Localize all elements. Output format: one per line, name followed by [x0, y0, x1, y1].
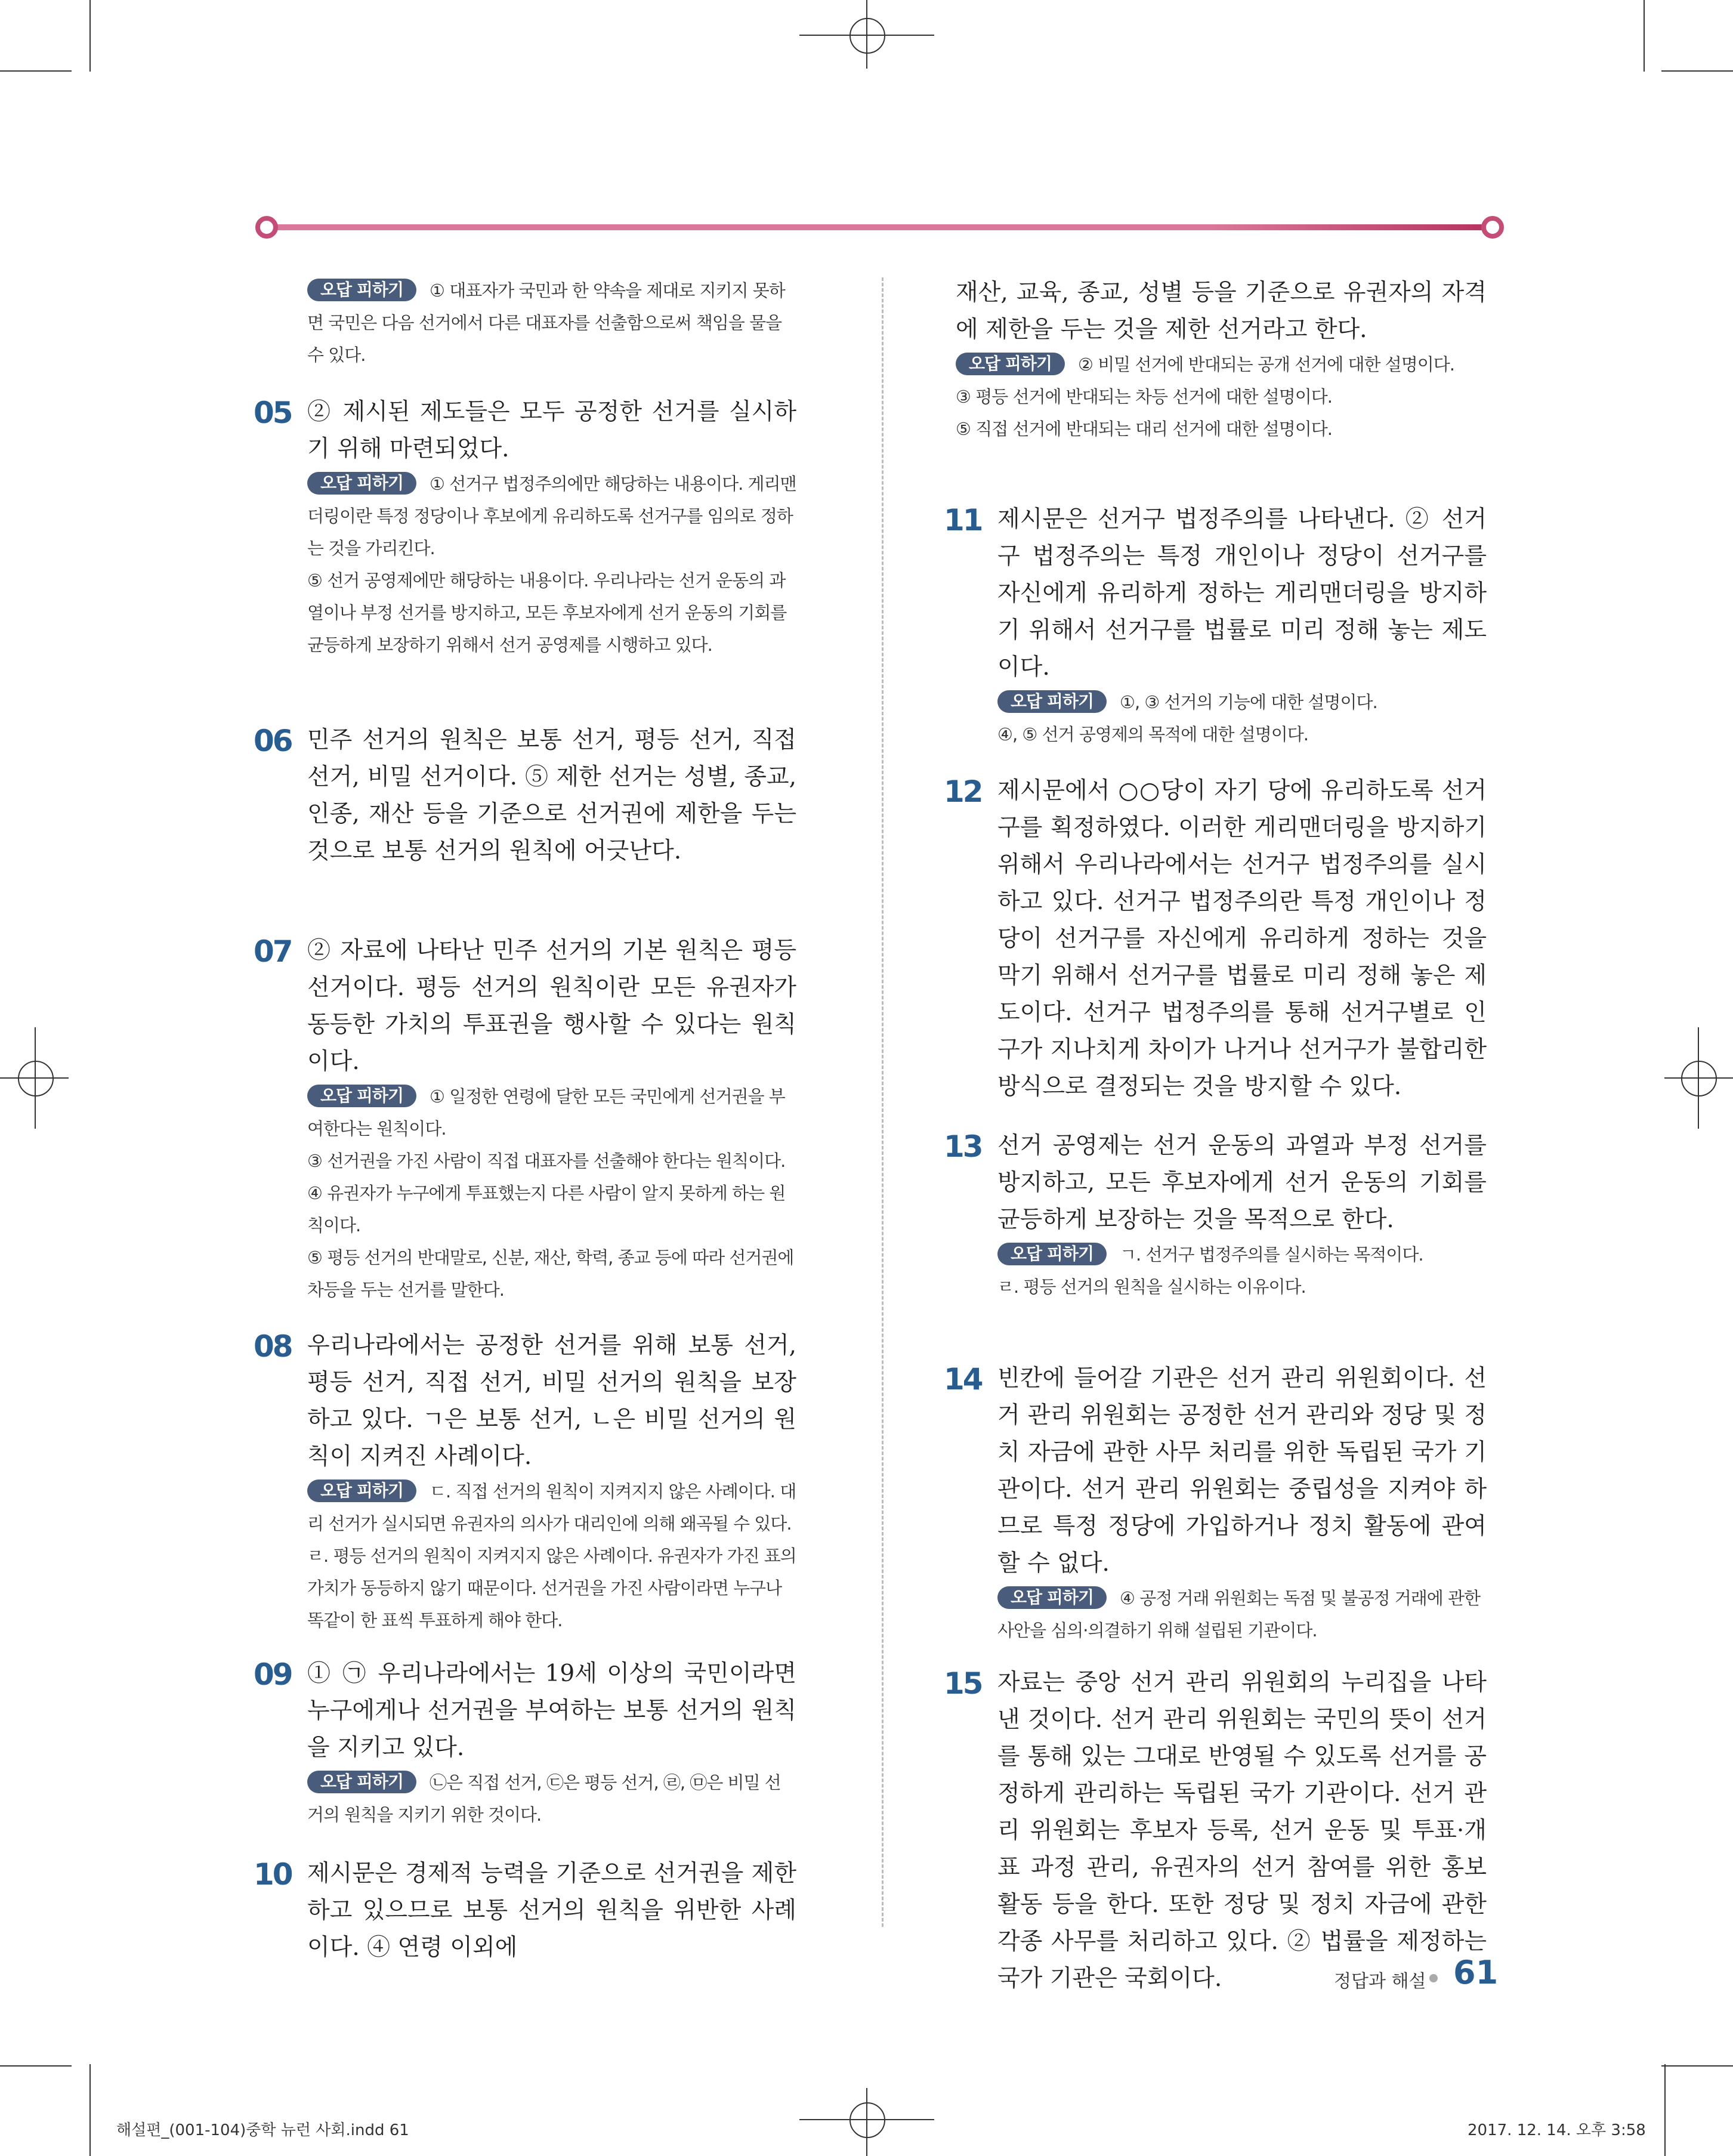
crop-mark — [1661, 70, 1733, 72]
answer-text: 제시문에서 ○○당이 자기 당에 유리하도록 선거구를 획정하였다. 이러한 게리맨더링을 방지하기 위해서 우리나라에서는 선거구 법정주의를 실시하고 있다. 선거구 법정주의란 특정 개인이나 정당이 선거구를 자신에게 유리하게 정하는 것을 막기 위해서 선거구를 법률로 미리 정해 놓은 제도이다. 선거구 법정주의를 통해 선거구별로 인구가 지나치게 차이가 나거나 선거구가 불합리한 방식으로 결정되는 것을 방지할 수 있다. — [997, 777, 1487, 1100]
wrong-answer-tag: 오답 피하기 — [997, 1586, 1107, 1609]
question-10 — [254, 1855, 796, 1966]
question-number: 11 — [944, 503, 982, 538]
explanation-note: ⑤ 평등 선거의 반대말로, 신분, 재산, 학력, 종교 등에 따라 선거권에 차등을 두는 선거를 말한다. — [307, 1247, 794, 1300]
question-number: 10 — [254, 1857, 292, 1892]
crop-mark — [0, 2065, 72, 2067]
question-number: 06 — [254, 724, 292, 758]
intro-note: 오답 피하기 ① 대표자가 국민과 한 약속을 제대로 지키지 못하면 국민은 다음 선거에서 다른 대표자를 선출함으로써 책임을 물을 수 있다. — [307, 280, 785, 365]
crop-mark — [1664, 2064, 1666, 2156]
question-05: 05 ② 제시된 제도들은 모두 공정한 선거를 실시하기 위해 마련되었다. 오답 피하기 ① 선거구 법정주의에만 해당하는 내용이다. 게리맨더링이란 특정 정당이나 후보에게 유리하도록 선거구를 임의로 정하는 것을 가리킨다. ⑤ 선거 공영제에만 해당하는 내용이다. 우리나라는 선거 운동의 과열이나 부정 선거를 방지하고, 모든 후보자에게 선거 운동의 기회를 균등하게 보장하기 위해서 선거 공영제를 시행하고 있다. — [260, 394, 796, 661]
answer-text: 제시문은 경제적 능력을 기준으로 선거권을 제한하고 있으므로 보통 선거의 원칙을 위반한 사례이다. ④ 연령 이외에 — [307, 1860, 796, 1961]
question-10-continued: 재산, 교육, 종교, 성별 등을 기준으로 유권자의 자격에 제한을 두는 것을 제한 선거라고 한다. 오답 피하기 ② 비밀 선거에 반대되는 공개 선거에 대한 설명이다. ③ 평등 선거에 반대되는 차등 선거에 대한 설명이다. ⑤ 직접 선거에 반대되는 대리 선거에 대한 설명이다. — [950, 274, 1487, 445]
explanation-note: ⑤ 선거 공영제에만 해당하는 내용이다. 우리나라는 선거 운동의 과열이나 부정 선거를 방지하고, 모든 후보자에게 선거 운동의 기회를 균등하게 보장하기 위해서 선거 공영제를 시행하고 있다. — [307, 570, 787, 655]
question-14: 14 빈칸에 들어갈 기관은 선거 관리 위원회이다. 선거 관리 위원회는 공정한 선거 관리와 정당 및 정치 자금에 관한 사무 처리를 위한 독립된 국가 기관이다. 선거 관리 위원회는 중립성을 지켜야 하므로 특정 정당에 가입하거나 정치 활동에 관여할 수 없다. 오답 피하기 ④ 공정 거래 위원회는 독점 및 불공정 거래에 관한 사안을 심의·의결하기 위해 설립된 기관이다. — [950, 1360, 1487, 1647]
answer-text: 선거 공영제는 선거 운동의 과열과 부정 선거를 방지하고, 모든 후보자에게 선거 운동의 기회를 균등하게 보장하는 것을 목적으로 한다. — [997, 1132, 1487, 1233]
question-13: 13 선거 공영제는 선거 운동의 과열과 부정 선거를 방지하고, 모든 후보자에게 선거 운동의 기회를 균등하게 보장하는 것을 목적으로 한다. 오답 피하기 ㄱ. 선거구 법정주의를 실시하는 목적이다. ㄹ. 평등 선거의 원칙을 실시하는 이유이다. — [950, 1128, 1487, 1303]
explanation-note: ㄹ. 평등 선거의 원칙이 지켜지지 않은 사례이다. 유권자가 가진 표의 가치가 동등하지 않기 때문이다. 선거권을 가진 사람이라면 누구나 똑같이 한 표씩 투표하게 해야 한다. — [307, 1546, 796, 1630]
wrong-answer-tag: 오답 피하기 — [307, 279, 416, 301]
question-number: 15 — [944, 1666, 982, 1701]
print-slug-timestamp: 2017. 12. 14. 오후 3:58 — [1468, 2121, 1646, 2139]
print-slug-filename: 해설편_(001-104)중학 뉴런 사회.indd 61 — [116, 2121, 409, 2139]
question-number: 12 — [944, 774, 982, 809]
wrong-answer-tag: 오답 피하기 — [307, 1085, 416, 1107]
wrong-answer-tag: 오답 피하기 — [307, 1771, 416, 1793]
registration-mark-icon — [866, 0, 867, 69]
question-number: 14 — [944, 1362, 982, 1397]
question-number: 13 — [944, 1129, 982, 1164]
explanation-note: ③ 평등 선거에 반대되는 차등 선거에 대한 설명이다. — [956, 387, 1333, 407]
question-07: 07 ② 자료에 나타난 민주 선거의 기본 원칙은 평등 선거이다. 평등 선거의 원칙이란 모든 유권자가 동등한 가치의 투표권을 행사할 수 있다는 원칙이다. 오답 피하기 ① 일정한 연령에 달한 모든 국민에게 선거권을 부여한다는 원칙이다. ③ 선거권을 가진 사람이 직접 대표자를 선출해야 한다는 원칙이다. ④ 유권자가 누구에게 투표했는지 다른 사람이 알지 못하게 하는 원칙이다. ⑤ 평등 선거의 반대말로, 신분, 재산, 학력, 종교 등에 따라 선거권에 차등을 두는 선거를 말한다. — [260, 932, 796, 1306]
answer-text: ① ㉠ 우리나라에서는 19세 이상의 국민이라면 누구에게나 선거권을 부여하는 보통 선거의 원칙을 지키고 있다. — [307, 1660, 796, 1761]
bullet-icon — [1429, 1974, 1438, 1982]
crop-mark — [89, 2064, 91, 2156]
answer-text: 우리나라에서는 공정한 선거를 위해 보통 선거, 평등 선거, 직접 선거, 비밀 선거의 원칙을 보장하고 있다. ㄱ은 보통 선거, ㄴ은 비밀 선거의 원칙이 지켜진 사례이다. — [307, 1332, 796, 1470]
question-number: 09 — [254, 1657, 292, 1692]
answer-text: 제시문은 선거구 법정주의를 나타낸다. ② 선거구 법정주의는 특정 개인이나 정당이 선거구를 자신에게 유리하게 정하는 게리맨더링을 방지하기 위해서 선거구를 법률로 미리 정해 놓는 제도이다. — [997, 506, 1487, 681]
crop-mark — [1644, 0, 1645, 72]
question-15 — [944, 1664, 1487, 1997]
wrong-answer-tag: 오답 피하기 — [956, 353, 1065, 375]
wrong-answer-tag: 오답 피하기 — [997, 1243, 1107, 1265]
registration-mark-icon — [1698, 1027, 1699, 1129]
registration-mark-icon — [18, 1061, 54, 1096]
crop-mark — [0, 70, 72, 72]
explanation-note: ④, ⑤ 선거 공영제의 목적에 대한 설명이다. — [997, 724, 1308, 745]
wrong-answer-tag: 오답 피하기 — [997, 690, 1107, 713]
crop-mark — [1661, 2065, 1733, 2067]
answer-text: ② 자료에 나타난 민주 선거의 기본 원칙은 평등 선거이다. 평등 선거의 원칙이란 모든 유권자가 동등한 가치의 투표권을 행사할 수 있다는 원칙이다. — [307, 937, 796, 1075]
explanation-note: ③ 선거권을 가진 사람이 직접 대표자를 선출해야 한다는 원칙이다. — [307, 1151, 786, 1171]
column-divider — [882, 277, 884, 1927]
registration-mark-icon — [1681, 1061, 1717, 1096]
header-decorative-bar — [258, 221, 1502, 234]
answer-text: 재산, 교육, 종교, 성별 등을 기준으로 유권자의 자격에 제한을 두는 것을 제한 선거라고 한다. — [956, 279, 1487, 343]
registration-mark-icon — [866, 2088, 867, 2156]
question-09: 09 ① ㉠ 우리나라에서는 19세 이상의 국민이라면 누구에게나 선거권을 부여하는 보통 선거의 원칙을 지키고 있다. 오답 피하기 ㉡은 직접 선거, ㉢은 평등 선거, ㉣, ㉤은 비밀 선거의 원칙을 지키기 위한 것이다. — [260, 1655, 796, 1831]
question-08: 08 우리나라에서는 공정한 선거를 위해 보통 선거, 평등 선거, 직접 선거, 비밀 선거의 원칙을 보장하고 있다. ㄱ은 보통 선거, ㄴ은 비밀 선거의 원칙이 지켜진 사례이다. 오답 피하기 ㄷ. 직접 선거의 원칙이 지켜지지 않은 사례이다. 대리 선거가 실시되면 유권자의 의사가 대리인에 의해 왜곡될 수 있다. ㄹ. 평등 선거의 원칙이 지켜지지 않은 사례이다. 유권자가 가진 표의 가치가 동등하지 않기 때문이다. 선거권을 가진 사람이라면 누구나 똑같이 한 표씩 투표하게 해야 한다. — [260, 1327, 796, 1636]
wrong-answer-tag: 오답 피하기 — [307, 1479, 416, 1502]
question-06 — [254, 722, 796, 870]
footer-section-label: 정답과 해설 — [1334, 1971, 1426, 1992]
question-11: 11 제시문은 선거구 법정주의를 나타낸다. ② 선거구 법정주의는 특정 개인이나 정당이 선거구를 자신에게 유리하게 정하는 게리맨더링을 방지하기 위해서 선거구를 법률로 미리 정해 놓는 제도이다. 오답 피하기 ①, ③ 선거의 기능에 대한 설명이다. ④, ⑤ 선거 공영제의 목적에 대한 설명이다. — [950, 501, 1487, 750]
explanation-note: ④ 유권자가 누구에게 투표했는지 다른 사람이 알지 못하게 하는 원칙이다. — [307, 1183, 786, 1235]
answer-text: 자료는 중앙 선거 관리 위원회의 누리집을 나타낸 것이다. 선거 관리 위원회는 국민의 뜻이 선거를 통해 있는 그대로 반영될 수 있도록 선거를 공정하게 관리하는 독립된 국가 기관이다. 선거 관리 위원회는 후보자 등록, 선거 운동 및 투표·개표 과정 관리, 유권자의 선거 참여를 위한 홍보 활동 등을 한다. 또한 정당 및 정치 자금에 관한 각종 사무를 처리하고 있다. ② 법률을 제정하는 국가 기관은 국회이다. — [997, 1669, 1487, 1992]
answer-text: 빈칸에 들어갈 기관은 선거 관리 위원회이다. 선거 관리 위원회는 공정한 선거 관리와 정당 및 정치 자금에 관한 사무 처리를 위한 독립된 국가 기관이다. 선거 관리 위원회는 중립성을 지켜야 하므로 특정 정당에 가입하거나 정치 활동에 관여할 수 없다. — [997, 1365, 1487, 1577]
page-number: 61 — [1453, 1954, 1499, 1991]
crop-mark — [89, 0, 91, 72]
explanation-note: ⑤ 직접 선거에 반대되는 대리 선거에 대한 설명이다. — [956, 419, 1333, 439]
wrong-answer-tag: 오답 피하기 — [307, 472, 416, 495]
question-12 — [944, 773, 1487, 1105]
registration-mark-icon — [849, 2102, 885, 2138]
answer-text: 민주 선거의 원칙은 보통 선거, 평등 선거, 직접 선거, 비밀 선거이다. ⑤ 제한 선거는 성별, 종교, 인종, 재산 등을 기준으로 선거권에 제한을 두는 것으로 보통 선거의 원칙에 어긋난다. — [307, 727, 796, 864]
question-number: 07 — [254, 934, 292, 969]
registration-mark-icon — [35, 1027, 36, 1129]
question-number: 08 — [254, 1329, 292, 1364]
registration-mark-icon — [849, 18, 885, 54]
answer-text: ② 제시된 제도들은 모두 공정한 선거를 실시하기 위해 마련되었다. — [307, 399, 796, 462]
question-number: 05 — [254, 396, 292, 430]
explanation-note: ㄹ. 평등 선거의 원칙을 실시하는 이유이다. — [997, 1277, 1306, 1297]
